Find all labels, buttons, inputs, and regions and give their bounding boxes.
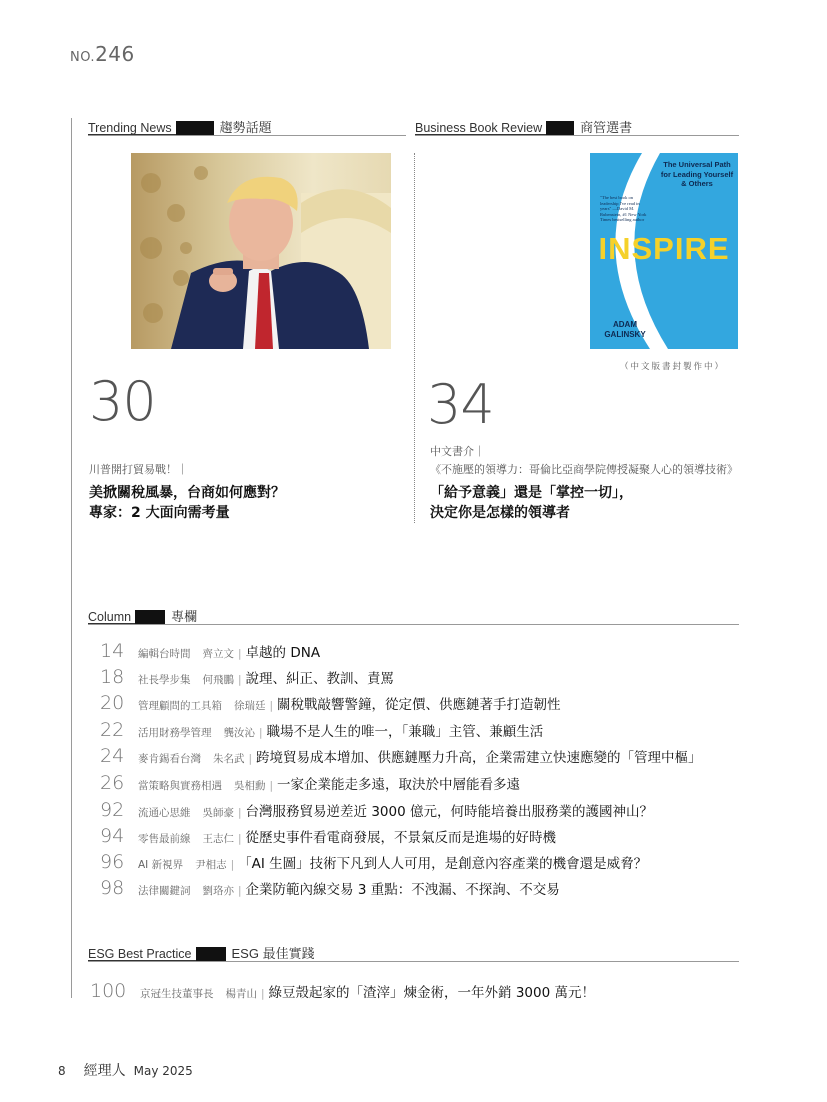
- row-title: 跨境貿易成本增加、供應鏈壓力升高，企業需建立快速應變的「管理中樞」: [256, 750, 702, 766]
- row-column: 活用財務學管理: [138, 727, 212, 739]
- trending-label-en: Trending News: [88, 121, 176, 135]
- row-column: 流通心思維: [138, 807, 191, 819]
- row-separator: |: [238, 885, 242, 897]
- column-row[interactable]: [100, 877, 560, 899]
- row-separator: |: [238, 807, 242, 819]
- row-author: 王志仁: [202, 833, 234, 845]
- row-page: 92: [100, 799, 125, 821]
- trending-headline-line-2: 專家：2 大面向需考量: [89, 505, 230, 521]
- issue-prefix: NO.: [70, 50, 96, 65]
- column-row[interactable]: [100, 745, 702, 767]
- book-subtitle: The Universal Path for Leading Yourself & Others: [660, 160, 734, 188]
- footer-magazine: 經理人: [83, 1063, 126, 1079]
- row-title: 台灣服務貿易逆差近 3000 億元，何時能培養出服務業的護國神山？: [245, 804, 653, 820]
- tag-bar: [546, 121, 574, 135]
- column-label-en: Column: [88, 610, 135, 624]
- book-title: INSPIRE: [598, 231, 730, 266]
- book-review-headline-line-2: 決定你是怎樣的領導者: [430, 505, 570, 521]
- row-separator: |: [230, 859, 235, 871]
- row-page: 96: [100, 851, 125, 873]
- row-title: 關稅戰敲響警鐘，從定價、供應鏈著手打造韌性: [277, 697, 561, 713]
- tag-bar: [196, 947, 226, 961]
- tag-bar: [135, 610, 165, 624]
- row-author: 劉珞亦: [202, 885, 234, 897]
- row-page: 14: [100, 640, 125, 662]
- row-author: 吳相勳: [234, 780, 266, 792]
- book-review-book-title: 《不施壓的領導力：哥倫比亞商學院傳授凝聚人心的領導技術》: [430, 463, 738, 476]
- row-column: 麥肯錫看台灣: [138, 753, 201, 765]
- row-title: 「AI 生圖」技術下凡到人人可用，是創意內容產業的機會還是威脅？: [238, 856, 648, 872]
- book-review-headline-line-1: 「給予意義」還是「掌控一切」，: [430, 485, 633, 501]
- row-separator: |: [248, 753, 253, 765]
- row-column: AI 新視界: [138, 859, 184, 871]
- row-separator: |: [259, 727, 263, 739]
- row-author: 楊青山: [225, 988, 257, 1000]
- esg-row[interactable]: [90, 980, 595, 1002]
- trending-tag: [88, 121, 272, 135]
- row-author: 吳師豪: [202, 807, 234, 819]
- row-author: 龔汝沁: [223, 727, 255, 739]
- book-review-headline[interactable]: [430, 483, 633, 523]
- book-review-label-zh: 商管選書: [580, 120, 633, 135]
- row-title: 企業防範內線交易 3 重點：不洩漏、不探詢、不交易: [245, 882, 560, 898]
- book-author: [596, 320, 654, 340]
- row-title: 說理、糾正、教訓、責罵: [245, 671, 395, 687]
- row-column: 零售最前線: [138, 833, 191, 845]
- book-author-first: ADAM: [613, 320, 637, 329]
- trending-headline[interactable]: [89, 483, 285, 523]
- row-separator: |: [269, 780, 274, 792]
- book-review-header: [415, 116, 739, 136]
- book-review-label-en: Business Book Review: [415, 121, 546, 135]
- column-label-zh: 專欄: [171, 609, 198, 624]
- column-tag: [88, 610, 197, 624]
- row-page: 94: [100, 825, 125, 847]
- column-divider: [414, 153, 415, 523]
- row-author: 齊立文: [202, 648, 234, 660]
- row-author: 徐瑞廷: [234, 700, 266, 712]
- row-page: 24: [100, 745, 125, 767]
- row-author: 尹相志: [195, 859, 227, 871]
- column-row[interactable]: [100, 719, 543, 741]
- row-column: 社長學步集: [138, 674, 191, 686]
- column-header: [88, 605, 739, 625]
- trending-headline-line-1: 美掀關稅風暴，台商如何應對？: [89, 485, 285, 501]
- trending-label-zh: 趨勢話題: [219, 120, 272, 135]
- row-column: 當策略與實務相遇: [138, 780, 222, 792]
- row-author: 何飛鵬: [202, 674, 234, 686]
- issue-value: 246: [95, 42, 135, 66]
- row-page: 18: [100, 666, 125, 688]
- book-caption: （中文版書封製作中）: [620, 362, 726, 372]
- book-review-page-number: 34: [427, 373, 494, 436]
- book-blurb: "The best book on leadership I've read in years" —David M. Rubenstein, #1 New York Times bestselling author: [600, 195, 647, 222]
- left-rule: [71, 118, 72, 998]
- row-title: 職場不是人生的唯一，「兼職」主管、兼顧生活: [266, 724, 544, 740]
- row-separator: |: [238, 833, 242, 845]
- esg-label-zh: ESG 最佳實踐: [231, 946, 315, 961]
- tag-bar: [176, 121, 214, 135]
- row-column: 管理顧問的工具箱: [138, 700, 222, 712]
- row-author: 朱名武: [213, 753, 245, 765]
- esg-header: [88, 942, 739, 962]
- row-column: 法律關鍵詞: [138, 885, 191, 897]
- issue-number: [70, 42, 135, 66]
- column-row[interactable]: [100, 666, 394, 688]
- row-title: 從歷史事件看電商發展，不景氣反而是進場的好時機: [245, 830, 557, 846]
- trending-photo: [131, 153, 391, 349]
- row-page: 20: [100, 692, 125, 714]
- row-page: 26: [100, 772, 125, 794]
- row-separator: |: [238, 674, 242, 686]
- row-separator: |: [269, 700, 274, 712]
- column-row[interactable]: [100, 772, 520, 794]
- row-column: 編輯台時間: [138, 648, 191, 660]
- column-row[interactable]: [100, 692, 561, 714]
- row-title: 一家企業能走多遠，取決於中層能看多遠: [277, 777, 521, 793]
- trending-header: [88, 116, 406, 136]
- row-title: 綠豆殼起家的「渣滓」煉金術，一年外銷 3000 萬元！: [268, 985, 595, 1001]
- trending-kicker: 川普開打貿易戰！｜: [89, 463, 188, 476]
- trending-page-number: 30: [89, 370, 156, 433]
- book-review-tag: [415, 121, 632, 135]
- page-footer: [58, 1060, 193, 1080]
- column-row[interactable]: [100, 851, 647, 873]
- row-column: 京冠生技董事長: [140, 988, 214, 1000]
- footer-page-number: 8: [58, 1064, 66, 1078]
- row-page: 98: [100, 877, 125, 899]
- column-row[interactable]: [100, 640, 320, 662]
- row-page: 22: [100, 719, 125, 741]
- footer-date: May 2025: [133, 1064, 193, 1078]
- column-row[interactable]: [100, 825, 556, 847]
- trending-photo-image: [131, 153, 391, 349]
- book-cover: [590, 153, 738, 349]
- row-page: 100: [90, 980, 127, 1002]
- row-separator: |: [261, 988, 265, 1000]
- column-row[interactable]: [100, 799, 653, 821]
- row-separator: |: [238, 648, 242, 660]
- esg-tag: [88, 947, 315, 961]
- esg-label-en: ESG Best Practice: [88, 947, 196, 961]
- row-title: 卓越的 DNA: [245, 645, 321, 661]
- book-review-kicker: 中文書介｜: [430, 445, 485, 458]
- book-author-last: GALINSKY: [604, 330, 646, 339]
